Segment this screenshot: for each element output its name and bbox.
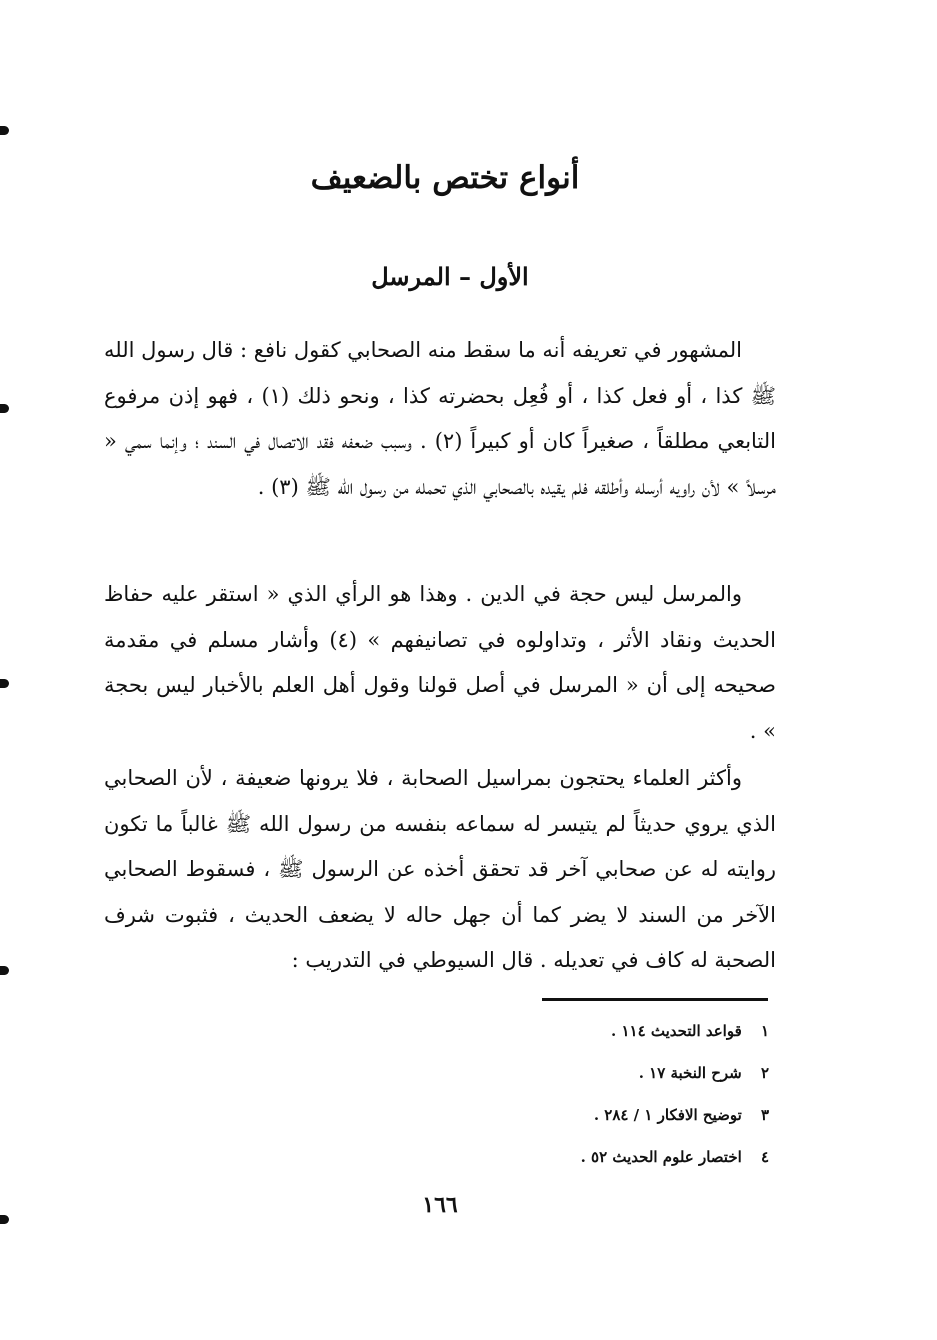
binding-mark — [0, 1215, 9, 1224]
footnote — [369, 1146, 769, 1168]
paragraph-text: والمرسل ليس حجة في الدين . وهذا هو الرأي الذي « استقر عليه حفاظ الحديث ونقاد الأثر ، وتداولوه في تصانيفهم » (٤) وأشار مسلم في مقدمة صحيحه إلى أن « المرسل في أصل قولنا وقول أهل العلم بالأخبار ليس بحجة » . — [104, 582, 776, 743]
footnote — [369, 1104, 769, 1126]
paragraph-text: وأكثر العلماء يحتجون بمراسيل الصحابة ، فلا يرونها ضعيفة ، لأن الصحابي الذي يروي حديثاً لم يتيسر له سماعه بنفسه من رسول الله ﷺ غالباً ما تكون روايته له عن صحابي آخر قد تحقق أخذه عن الرسول ﷺ ، فسقوط الصحابي الآخر من السند لا يضر كما أن جهل حاله لا يضعف الحديث ، فثبوت شرف الصحبة له كاف في تعديله . قال السيوطي في التدريب : — [104, 766, 776, 972]
binding-mark — [0, 966, 9, 975]
paragraph — [104, 572, 776, 754]
binding-mark — [0, 126, 9, 135]
paragraph — [104, 328, 776, 510]
binding-mark — [0, 679, 9, 688]
section-title: الأول – المرسل — [371, 262, 529, 291]
footnotes — [369, 1020, 769, 1188]
footnote-number: ٢ — [760, 1064, 769, 1082]
footnote-text: شرح النخبة ١٧ . — [638, 1064, 742, 1082]
footnote — [369, 1062, 769, 1084]
footnote-text: اختصار علوم الحديث ٥٢ . — [580, 1148, 742, 1166]
footnote-number: ١ — [760, 1022, 769, 1040]
paragraph — [104, 756, 776, 984]
footnote-text: توضيح الافكار ١ / ٢٨٤ . — [593, 1106, 742, 1124]
footnote — [369, 1020, 769, 1042]
footnote-number: ٣ — [760, 1106, 769, 1124]
footnote-number: ٤ — [760, 1148, 769, 1166]
footnote-text: قواعد التحديث ١١٤ . — [611, 1022, 742, 1040]
footnote-separator — [542, 998, 768, 1001]
page-number: ١٦٦ — [422, 1192, 458, 1218]
chapter-title: أنواع تختص بالضعيف — [310, 160, 580, 196]
binding-mark — [0, 404, 9, 413]
paragraph-text: المشهور في تعريفه أنه ما سقط منه الصحابي كقول نافع : قال رسول الله ﷺ كذا ، أو فعل كذا ، أو فُعِل بحضرته كذا ، ونحو ذلك (١) ، فهو إذن مرفوع التابعي مطلقاً ، صغيراً كان أو كبيراً (٢) . وسبب ضعفه فقد الاتصال في السند ؛ وإنما سمي « مرسلاً » لأن راويه أرسله وأطلقه فلم يقيده بالصحابي الذي تحمله من رسول الله ﷺ (٣) . — [104, 338, 777, 499]
